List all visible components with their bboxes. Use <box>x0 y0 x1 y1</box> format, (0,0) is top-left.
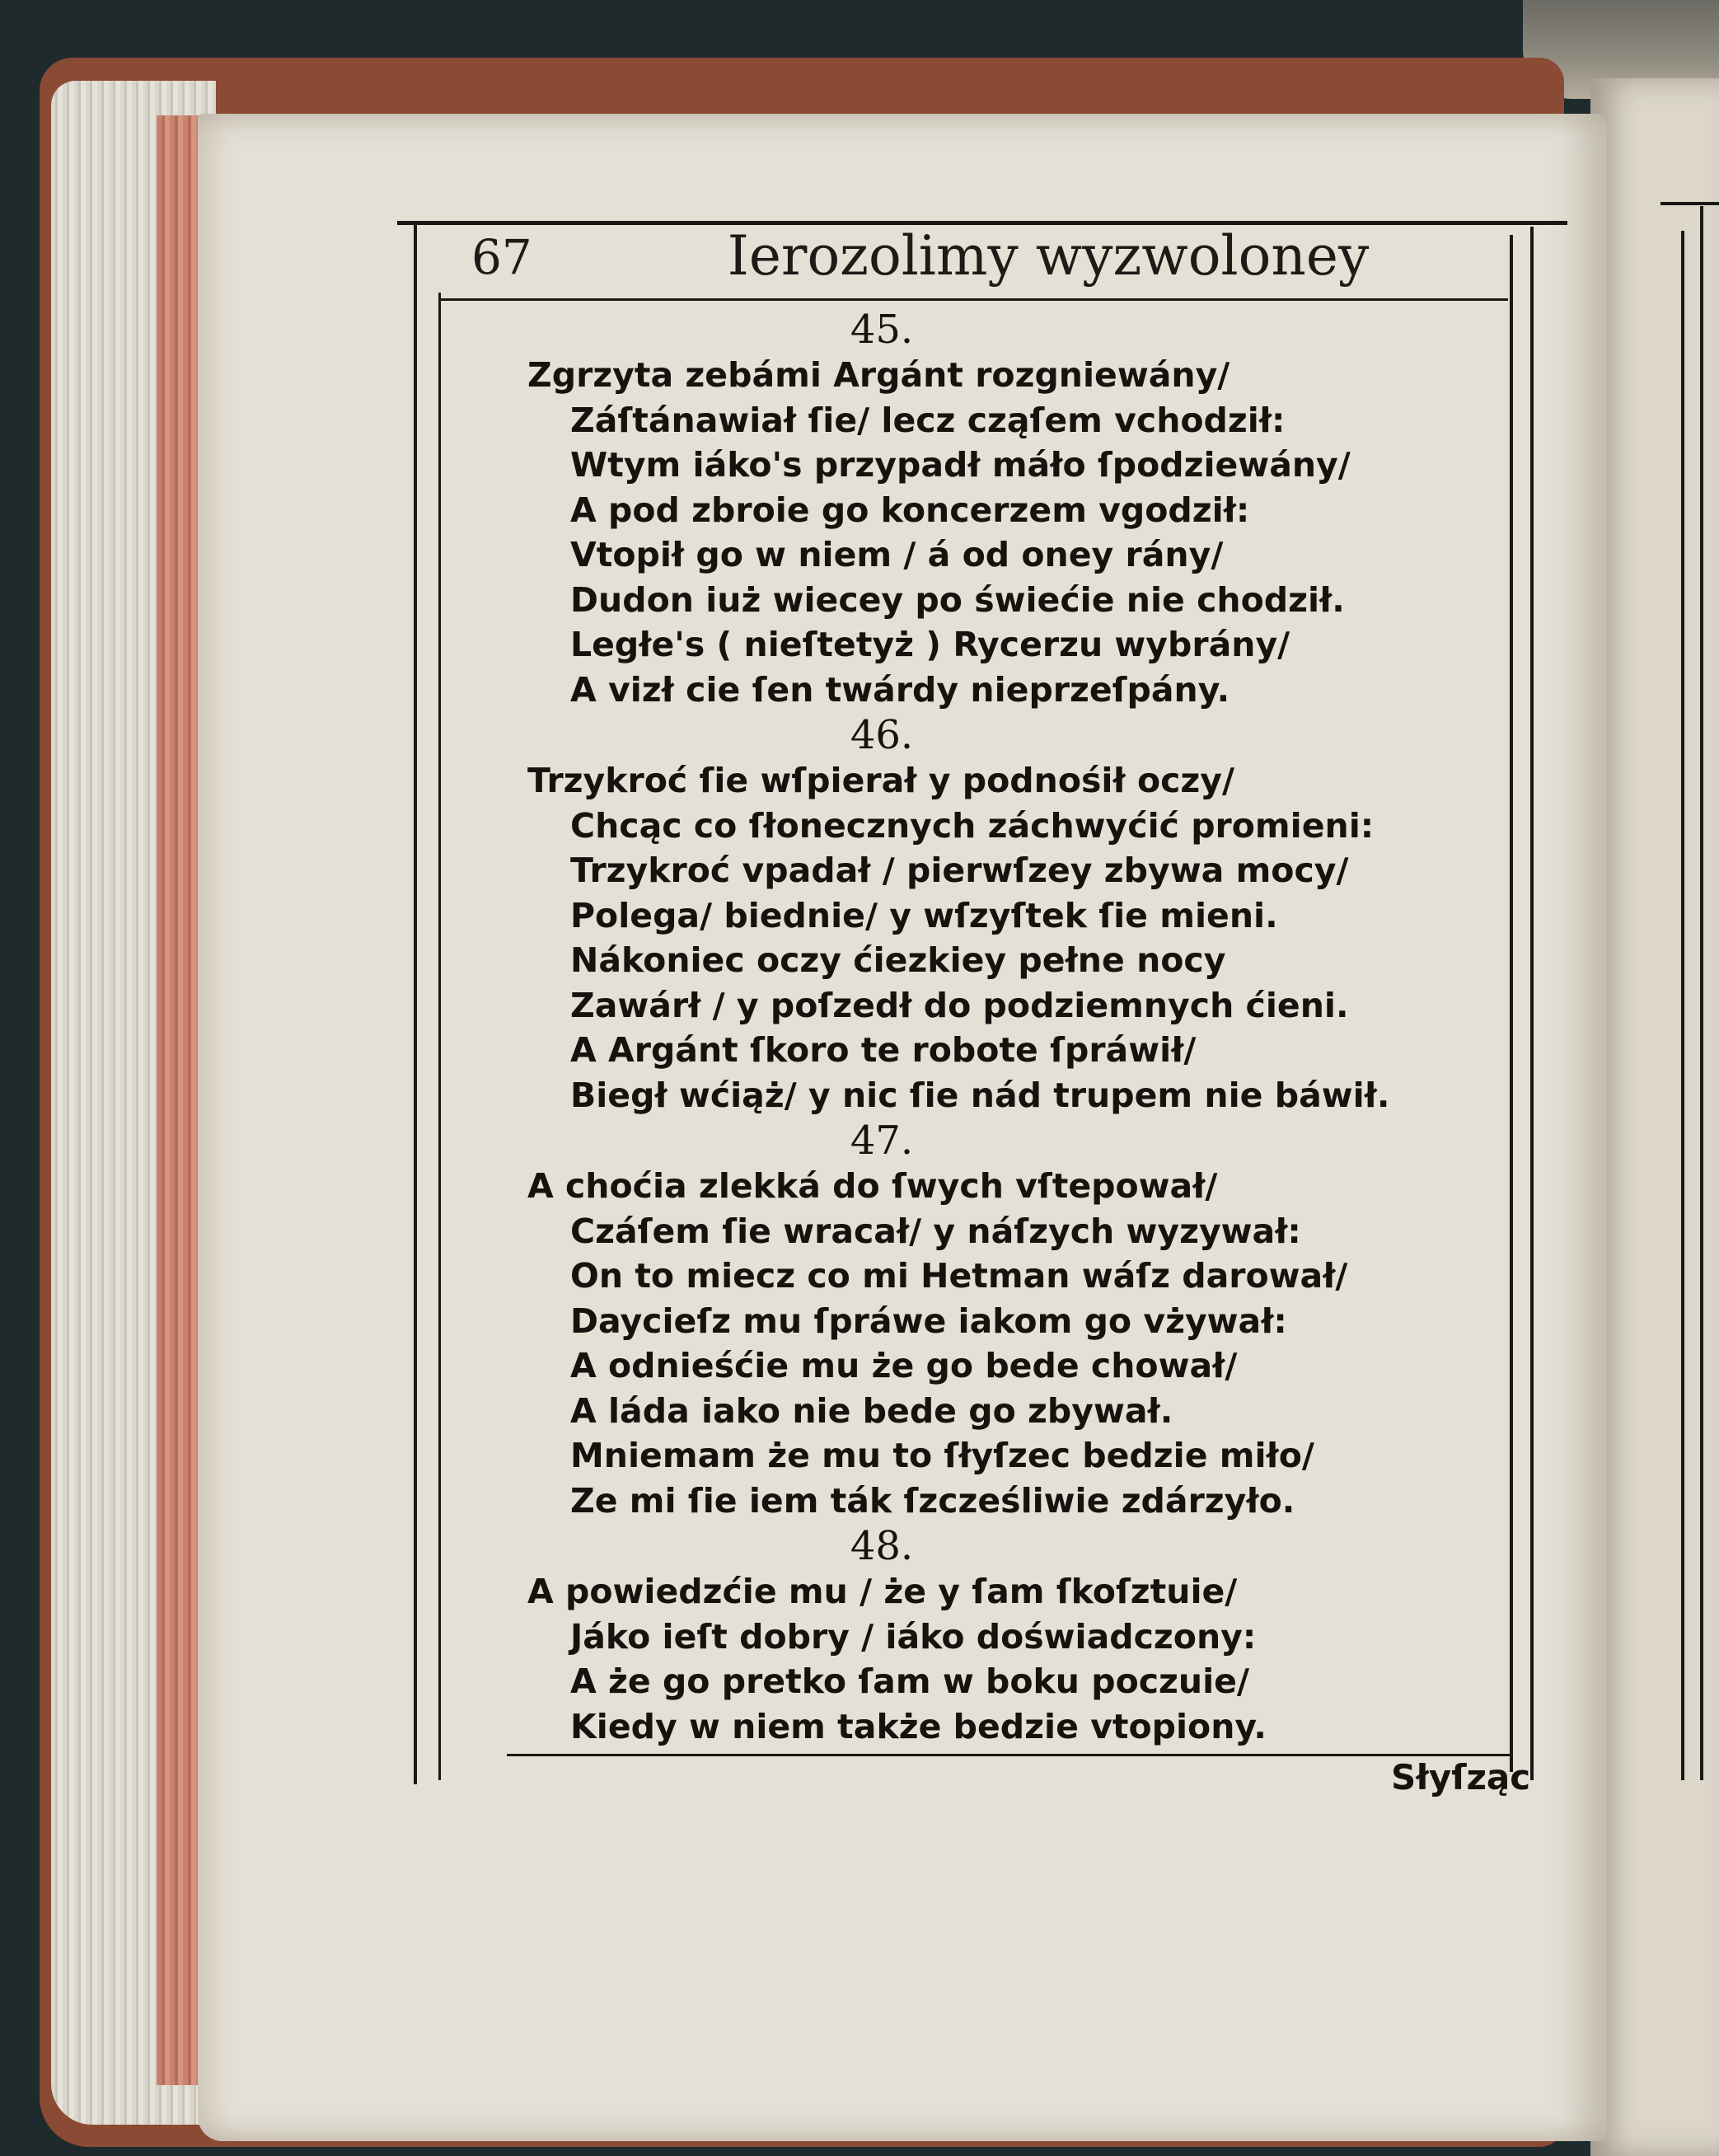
frame-left-inner-rule <box>438 293 441 1780</box>
stanza <box>527 712 1500 1118</box>
frame-right-inner-rule <box>1510 235 1513 1772</box>
running-title: Ierozolimy wyzwoloney <box>727 224 1370 288</box>
bottom-rule <box>507 1754 1511 1756</box>
facing-page-frame-rule <box>1700 206 1703 1780</box>
verse-line: A powiedzćie mu / że y ſam ſkoſztuie/ <box>527 1572 1238 1611</box>
catchword: Słyſząc <box>1391 1757 1531 1797</box>
verse-line: Ległe's ( nieſtetyż ) Rycerzu wybrány/ <box>570 625 1290 664</box>
verse-line: A że go pretko ſam w boku poczuie/ <box>570 1662 1249 1701</box>
verse-line: Vtopił go w niem / á od oney rány/ <box>570 535 1224 574</box>
verse-text <box>527 307 1500 1749</box>
facing-page-rule <box>1660 202 1719 205</box>
verse-line: A odnieśćie mu że go bede chował/ <box>570 1346 1238 1385</box>
verse-line: Wtym iáko's przypadł máło ſpodziewány/ <box>570 445 1351 485</box>
verse-line: A choćia zlekká do ſwych vſtepował/ <box>527 1166 1218 1206</box>
frame-right-outer-rule <box>1530 227 1534 1780</box>
stanza-number: 48. <box>850 1523 914 1569</box>
verse-line: On to miecz co mi Hetman wáſz darował/ <box>570 1256 1348 1296</box>
verse-line: A vizł cie ſen twárdy nieprzeſpány. <box>570 669 1230 710</box>
verse-line: Chcąc co ſłonecznych záchwyćić promieni: <box>570 805 1375 846</box>
verse-line: Czáſem ſie wracał/ y náſzych wyzywał: <box>570 1211 1301 1251</box>
stanza-number: 45. <box>850 307 914 353</box>
verse-line: Daycieſz mu ſpráwe iakom go vżywał: <box>570 1301 1287 1341</box>
stanza-number: 46. <box>850 712 914 758</box>
verse-line: Trzykroć ſie wſpierał y podnośił oczy/ <box>527 761 1234 800</box>
verse-line: Ze mi ſie iem ták ſzcześliwie zdárzyło. <box>570 1480 1295 1521</box>
verse-line: Nákoniec oczy ćiezkiey pełne nocy <box>570 940 1226 980</box>
frame-left-outer-rule <box>414 223 417 1784</box>
verse-line: Záſtánawiał ſie/ lecz cząſem vchodził: <box>570 400 1286 440</box>
page-number: 67 <box>471 229 532 285</box>
stanza-number: 47. <box>850 1118 914 1164</box>
verse-line: A Argánt ſkoro te robote ſpráwił/ <box>570 1030 1197 1070</box>
verse-line: Biegł wćiąż/ y nic ſie nád trupem nie báwił. <box>570 1075 1390 1115</box>
verse-line: Dudon iuż wiecey po świećie nie chodził. <box>570 579 1345 620</box>
stanza <box>527 1118 1500 1523</box>
verse-line: Trzykroć vpadał / pierwſzey zbywa mocy/ <box>570 851 1349 890</box>
verse-line: Kiedy w niem także bedzie vtopiony. <box>570 1706 1267 1746</box>
verse-line: Zgrzyta zebámi Argánt rozgniewány/ <box>527 355 1230 395</box>
verse-line: Zawárł / y poſzedł do podziemnych ćieni. <box>570 985 1349 1025</box>
facing-page-frame-rule <box>1681 231 1684 1780</box>
verse-line: Mniemam że mu to ſłyſzec bedzie miło/ <box>570 1436 1314 1475</box>
verse-line: Polega/ biednie/ y wſzyſtek ſie mieni. <box>570 895 1278 935</box>
stanza <box>527 307 1500 712</box>
verse-line: Jáko ieſt dobry / iáko doświadczony: <box>570 1616 1257 1657</box>
verse-line: A láda iako nie bede go zbywał. <box>570 1390 1173 1431</box>
verse-line: A pod zbroie go koncerzem vgodził: <box>570 490 1250 530</box>
stanza <box>527 1523 1500 1749</box>
header-rule <box>438 298 1508 301</box>
